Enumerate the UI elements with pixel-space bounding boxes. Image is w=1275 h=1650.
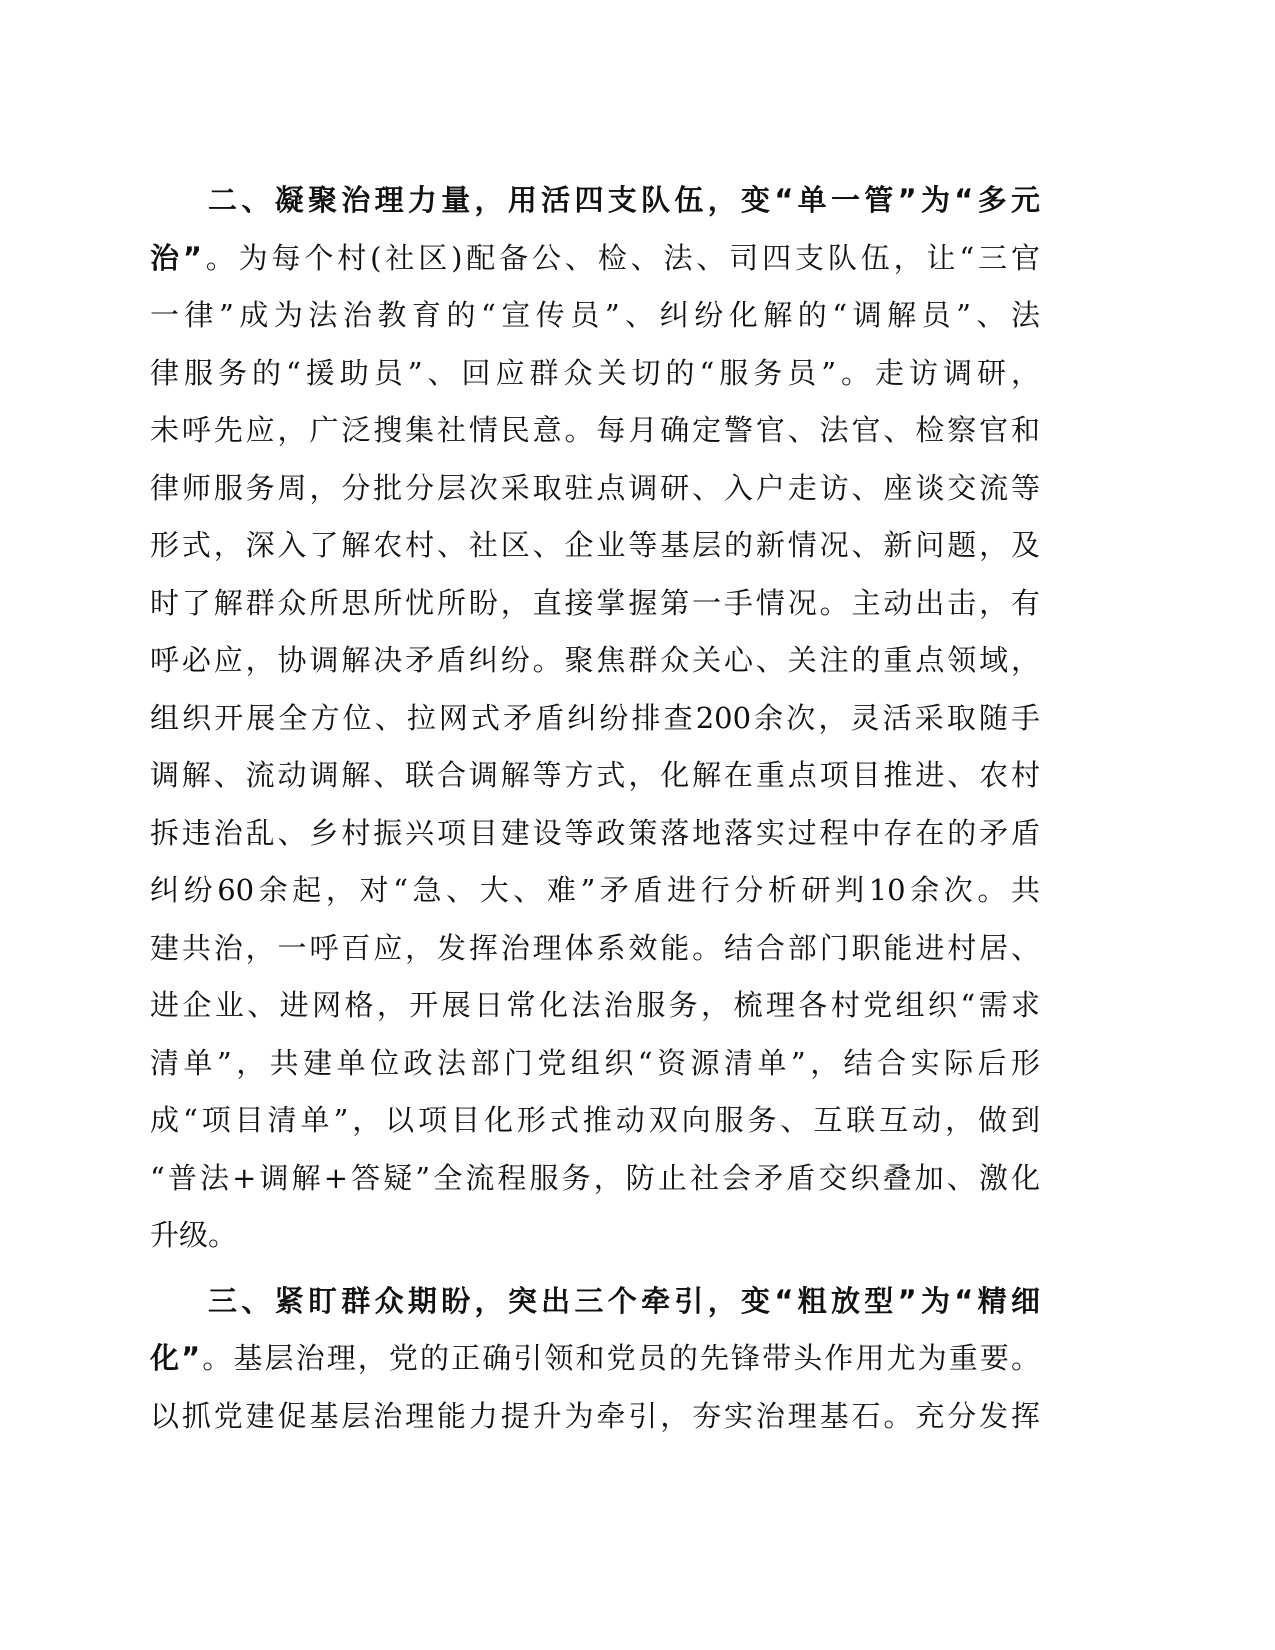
paragraph-line xyxy=(150,230,1040,288)
section-heading: 化” xyxy=(150,1341,201,1375)
body-text: 。为每个村(社区)配备公、检、法、司四支队伍，让“三官 xyxy=(201,240,1040,275)
paragraph-line: 建共治，一呼百应，发挥治理体系效能。结合部门职能进村居、 xyxy=(150,930,1040,965)
paragraph-line xyxy=(150,172,1040,230)
paragraph-line: 呼必应，协调解决矛盾纠纷。聚焦群众关心、关注的重点领域， xyxy=(150,643,1040,677)
paragraph-line: 律服务的“援助员”、回应群众关切的“服务员”。走访调研， xyxy=(150,355,1040,390)
paragraph-section-2 xyxy=(150,172,1040,1265)
section-heading: 二、凝聚治理力量，用活四支队伍，变“单一管”为“多元 xyxy=(208,183,1040,217)
paragraph-line xyxy=(150,1330,1040,1388)
paragraph-line: 时了解群众所思所忧所盼，直接掌握第一手情况。主动出击，有 xyxy=(150,585,1040,620)
body-text: 。基层治理，党的正确引领和党员的先锋带头作用尤为重要。 xyxy=(200,1341,1040,1375)
paragraph-line: 律师服务周，分批分层次采取驻点调研、入户走访、座谈交流等 xyxy=(150,470,1040,505)
paragraph-gap xyxy=(150,1265,1040,1273)
paragraph-line xyxy=(150,1273,1040,1331)
paragraph-line: 一律”成为法治教育的“宣传员”、纠纷化解的“调解员”、法 xyxy=(150,298,1040,332)
paragraph-section-3 xyxy=(150,1273,1040,1446)
paragraph-line: 拆违治乱、乡村振兴项目建设等政策落地落实过程中存在的矛盾 xyxy=(150,815,1040,850)
section-heading: 治” xyxy=(150,240,202,275)
paragraph-line: 升级。 xyxy=(150,1218,238,1252)
document-body xyxy=(150,172,1040,1445)
paragraph-line: 调解、流动调解、联合调解等方式，化解在重点项目推进、农村 xyxy=(150,758,1040,792)
section-heading: 三、紧盯群众期盼，突出三个牵引，变“粗放型”为“精细 xyxy=(208,1283,1040,1318)
paragraph-line: 成“项目清单”，以项目化形式推动双向服务、互联互动，做到 xyxy=(150,1103,1040,1137)
paragraph-line: 形式，深入了解农村、社区、企业等基层的新情况、新问题，及 xyxy=(150,528,1040,562)
paragraph-line: 进企业、进网格，开展日常化法治服务，梳理各村党组织“需求 xyxy=(150,988,1040,1022)
paragraph-line: 清单”，共建单位政法部门党组织“资源清单”，结合实际后形 xyxy=(150,1045,1040,1080)
paragraph-line: 以抓党建促基层治理能力提升为牵引，夯实治理基石。充分发挥 xyxy=(150,1398,1040,1433)
paragraph-line: 未呼先应，广泛搜集社情民意。每月确定警官、法官、检察官和 xyxy=(150,413,1040,447)
paragraph-line: 纠纷60余起，对“急、大、难”矛盾进行分析研判10余次。共 xyxy=(150,873,1040,907)
paragraph-line: “普法+调解+答疑”全流程服务，防止社会矛盾交织叠加、激化 xyxy=(150,1160,1040,1195)
paragraph-line: 组织开展全方位、拉网式矛盾纠纷排查200余次，灵活采取随手 xyxy=(150,700,1040,735)
